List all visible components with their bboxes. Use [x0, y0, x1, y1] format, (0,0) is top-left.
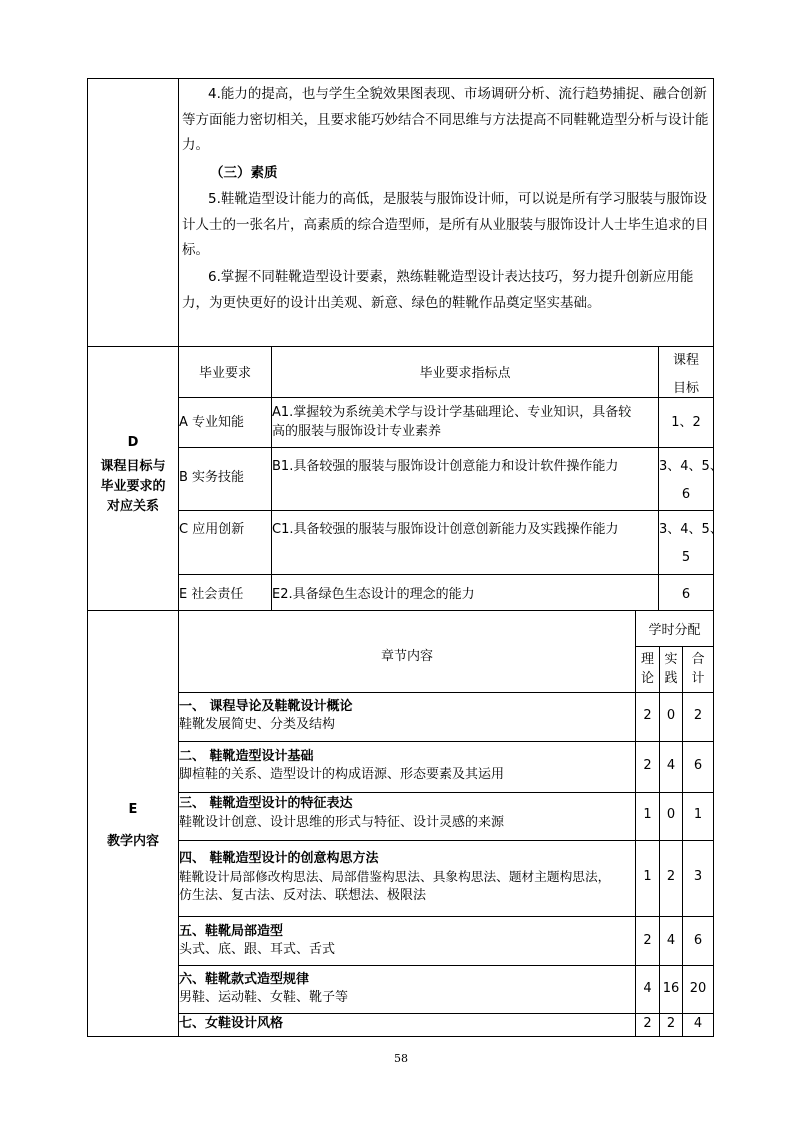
goal-a: 1、2: [671, 415, 701, 430]
quality-paragraph-6: 6.掌握不同鞋靴造型设计要素，熟练鞋靴造型设计表达技巧，努力提升创新应用能力，为更快更好的设计出美观、新意、绿色的鞋靴作品奠定坚实基础。: [182, 269, 694, 311]
chapter-4-desc-line1: 鞋靴设计局部修改构思法、局部借鉴构思法、具象构思法、题材主题构思法，: [179, 869, 611, 884]
chapter-4-practice: 2: [666, 869, 676, 884]
chapter-1-practice: 0: [666, 708, 676, 723]
indicator-a1-line2: 高的服装与服饰设计专业素养: [272, 424, 442, 439]
chapter-7-practice: 2: [666, 1016, 676, 1031]
chapter-6-title: 六、鞋靴款式造型规律: [179, 972, 310, 987]
chapter-4-theory: 1: [643, 869, 652, 884]
row-divider: [635, 646, 713, 647]
header-chapter-content: 章节内容: [380, 649, 433, 664]
chapter-2-total: 6: [693, 758, 703, 773]
header-practice-line1: 实: [664, 652, 678, 667]
column-divider: [659, 646, 660, 1037]
ability-paragraph-4: 4.能力的提高，也与学生全貌效果图表现、市场调研分析、流行趋势捕捉、融合创新等方面能力密切相关，且要求能巧妙结合不同思维与方法提高不同鞋靴造型分析与设计能力。: [182, 86, 709, 153]
header-hours-allocation: 学时分配: [648, 623, 701, 638]
row-divider: [87, 610, 713, 611]
table-border-bottom: [87, 1036, 713, 1037]
chapter-2-theory: 2: [643, 758, 652, 773]
chapter-3-theory: 1: [643, 807, 652, 822]
chapter-3-title: 三、 鞋靴造型设计的特征表达: [179, 796, 353, 811]
header-graduation-requirement: 毕业要求: [198, 366, 251, 381]
chapter-1-desc: 鞋靴发展简史、分类及结构: [179, 717, 336, 732]
chapter-5-total: 6: [693, 933, 703, 948]
row-divider: [178, 447, 713, 448]
column-divider: [271, 346, 272, 611]
chapter-6-practice: 16: [662, 981, 680, 996]
header-theory-line1: 理: [640, 652, 654, 667]
section-e-title: 教学内容: [106, 834, 159, 849]
row-divider: [178, 397, 713, 398]
header-course-goal-line1: 课程: [672, 353, 699, 368]
header-practice-line2: 践: [664, 671, 678, 686]
goal-b-line2: 6: [681, 487, 691, 502]
column-divider: [682, 646, 683, 1037]
header-total-line1: 合: [691, 652, 705, 667]
row-divider: [178, 574, 713, 575]
goal-b-line1: 3、4、5、: [659, 459, 723, 474]
quality-paragraph-5: 5.鞋靴造型设计能力的高低，是服装与服饰设计师，可以说是所有学习服装与服饰设计人士的一张名片，高素质的综合造型师，是所有从业服装与服饰设计人士毕生追求的目标。: [182, 191, 709, 258]
section-d-title-line3: 对应关系: [106, 499, 159, 514]
section-d-letter: D: [127, 435, 139, 450]
row-divider: [178, 1013, 713, 1014]
chapter-7-total: 4: [693, 1016, 703, 1031]
chapter-1-theory: 2: [643, 708, 652, 723]
quality-heading: （三）素质: [210, 165, 278, 181]
requirement-b: B 实务技能: [179, 470, 245, 485]
chapter-4-desc-line2: 仿生法、复古法、反对法、联想法、极限法: [179, 888, 427, 903]
goal-e: 6: [681, 587, 691, 602]
chapter-2-title: 二、 鞋靴造型设计基础: [179, 749, 314, 764]
chapter-4-total: 3: [693, 869, 703, 884]
row-divider: [178, 792, 713, 793]
chapter-2-desc: 脚楦鞋的关系、造型设计的构成语源、形态要素及其运用: [179, 767, 505, 782]
indicator-a1-line1: A1.掌握较为系统美术学与设计学基础理论、专业知识，具备较: [272, 405, 632, 420]
goal-c-line1: 3、4、5、: [659, 522, 723, 537]
header-total-line2: 计: [691, 671, 705, 686]
header-indicator-point: 毕业要求指标点: [419, 366, 511, 381]
row-divider: [178, 965, 713, 966]
indicator-b1: B1.具备较强的服装与服饰设计创意能力和设计软件操作能力: [272, 459, 619, 474]
chapter-7-title: 七、女鞋设计风格: [179, 1016, 284, 1031]
chapter-7-theory: 2: [643, 1016, 652, 1031]
indicator-c1: C1.具备较强的服装与服饰设计创意创新能力及实践操作能力: [272, 522, 619, 537]
requirement-e: E 社会责任: [179, 587, 244, 602]
table-border-top: [87, 78, 713, 79]
row-divider: [178, 741, 713, 742]
chapter-6-total: 20: [689, 981, 707, 996]
chapter-6-desc: 男鞋、运动鞋、女鞋、靴子等: [179, 990, 349, 1005]
chapter-3-practice: 0: [666, 807, 676, 822]
header-theory-line2: 论: [640, 671, 654, 686]
row-divider: [87, 346, 713, 347]
chapter-3-desc: 鞋靴设计创意、设计思维的形式与特征、设计灵感的来源: [179, 815, 505, 830]
section-e-letter: E: [128, 802, 138, 817]
table-border-right: [713, 78, 714, 1037]
header-course-goal-line2: 目标: [672, 381, 699, 396]
page-number: 58: [394, 1052, 408, 1065]
requirement-c: C 应用创新: [179, 522, 245, 537]
chapter-1-title: 一、 课程导论及鞋靴设计概论: [179, 699, 353, 714]
goal-c-line2: 5: [681, 550, 691, 565]
chapter-5-practice: 4: [666, 933, 676, 948]
row-divider: [178, 510, 713, 511]
table-border-left: [87, 78, 88, 1037]
chapter-6-theory: 4: [643, 981, 652, 996]
chapter-3-total: 1: [693, 807, 703, 822]
chapter-5-theory: 2: [643, 933, 652, 948]
chapter-2-practice: 4: [666, 758, 676, 773]
row-divider: [178, 840, 713, 841]
row-divider: [178, 692, 713, 693]
indicator-e2: E2.具备绿色生态设计的理念的能力: [272, 587, 475, 602]
chapter-5-title: 五、鞋靴局部造型: [179, 924, 284, 939]
section-d-title-line2: 毕业要求的: [100, 479, 166, 494]
row-divider: [178, 916, 713, 917]
requirement-a: A 专业知能: [179, 415, 245, 430]
section-d-title-line1: 课程目标与: [100, 459, 166, 474]
chapter-1-total: 2: [693, 708, 703, 723]
chapter-5-desc: 头式、底、跟、耳式、舌式: [179, 942, 336, 957]
chapter-4-title: 四、 鞋靴造型设计的创意构思方法: [179, 851, 379, 866]
